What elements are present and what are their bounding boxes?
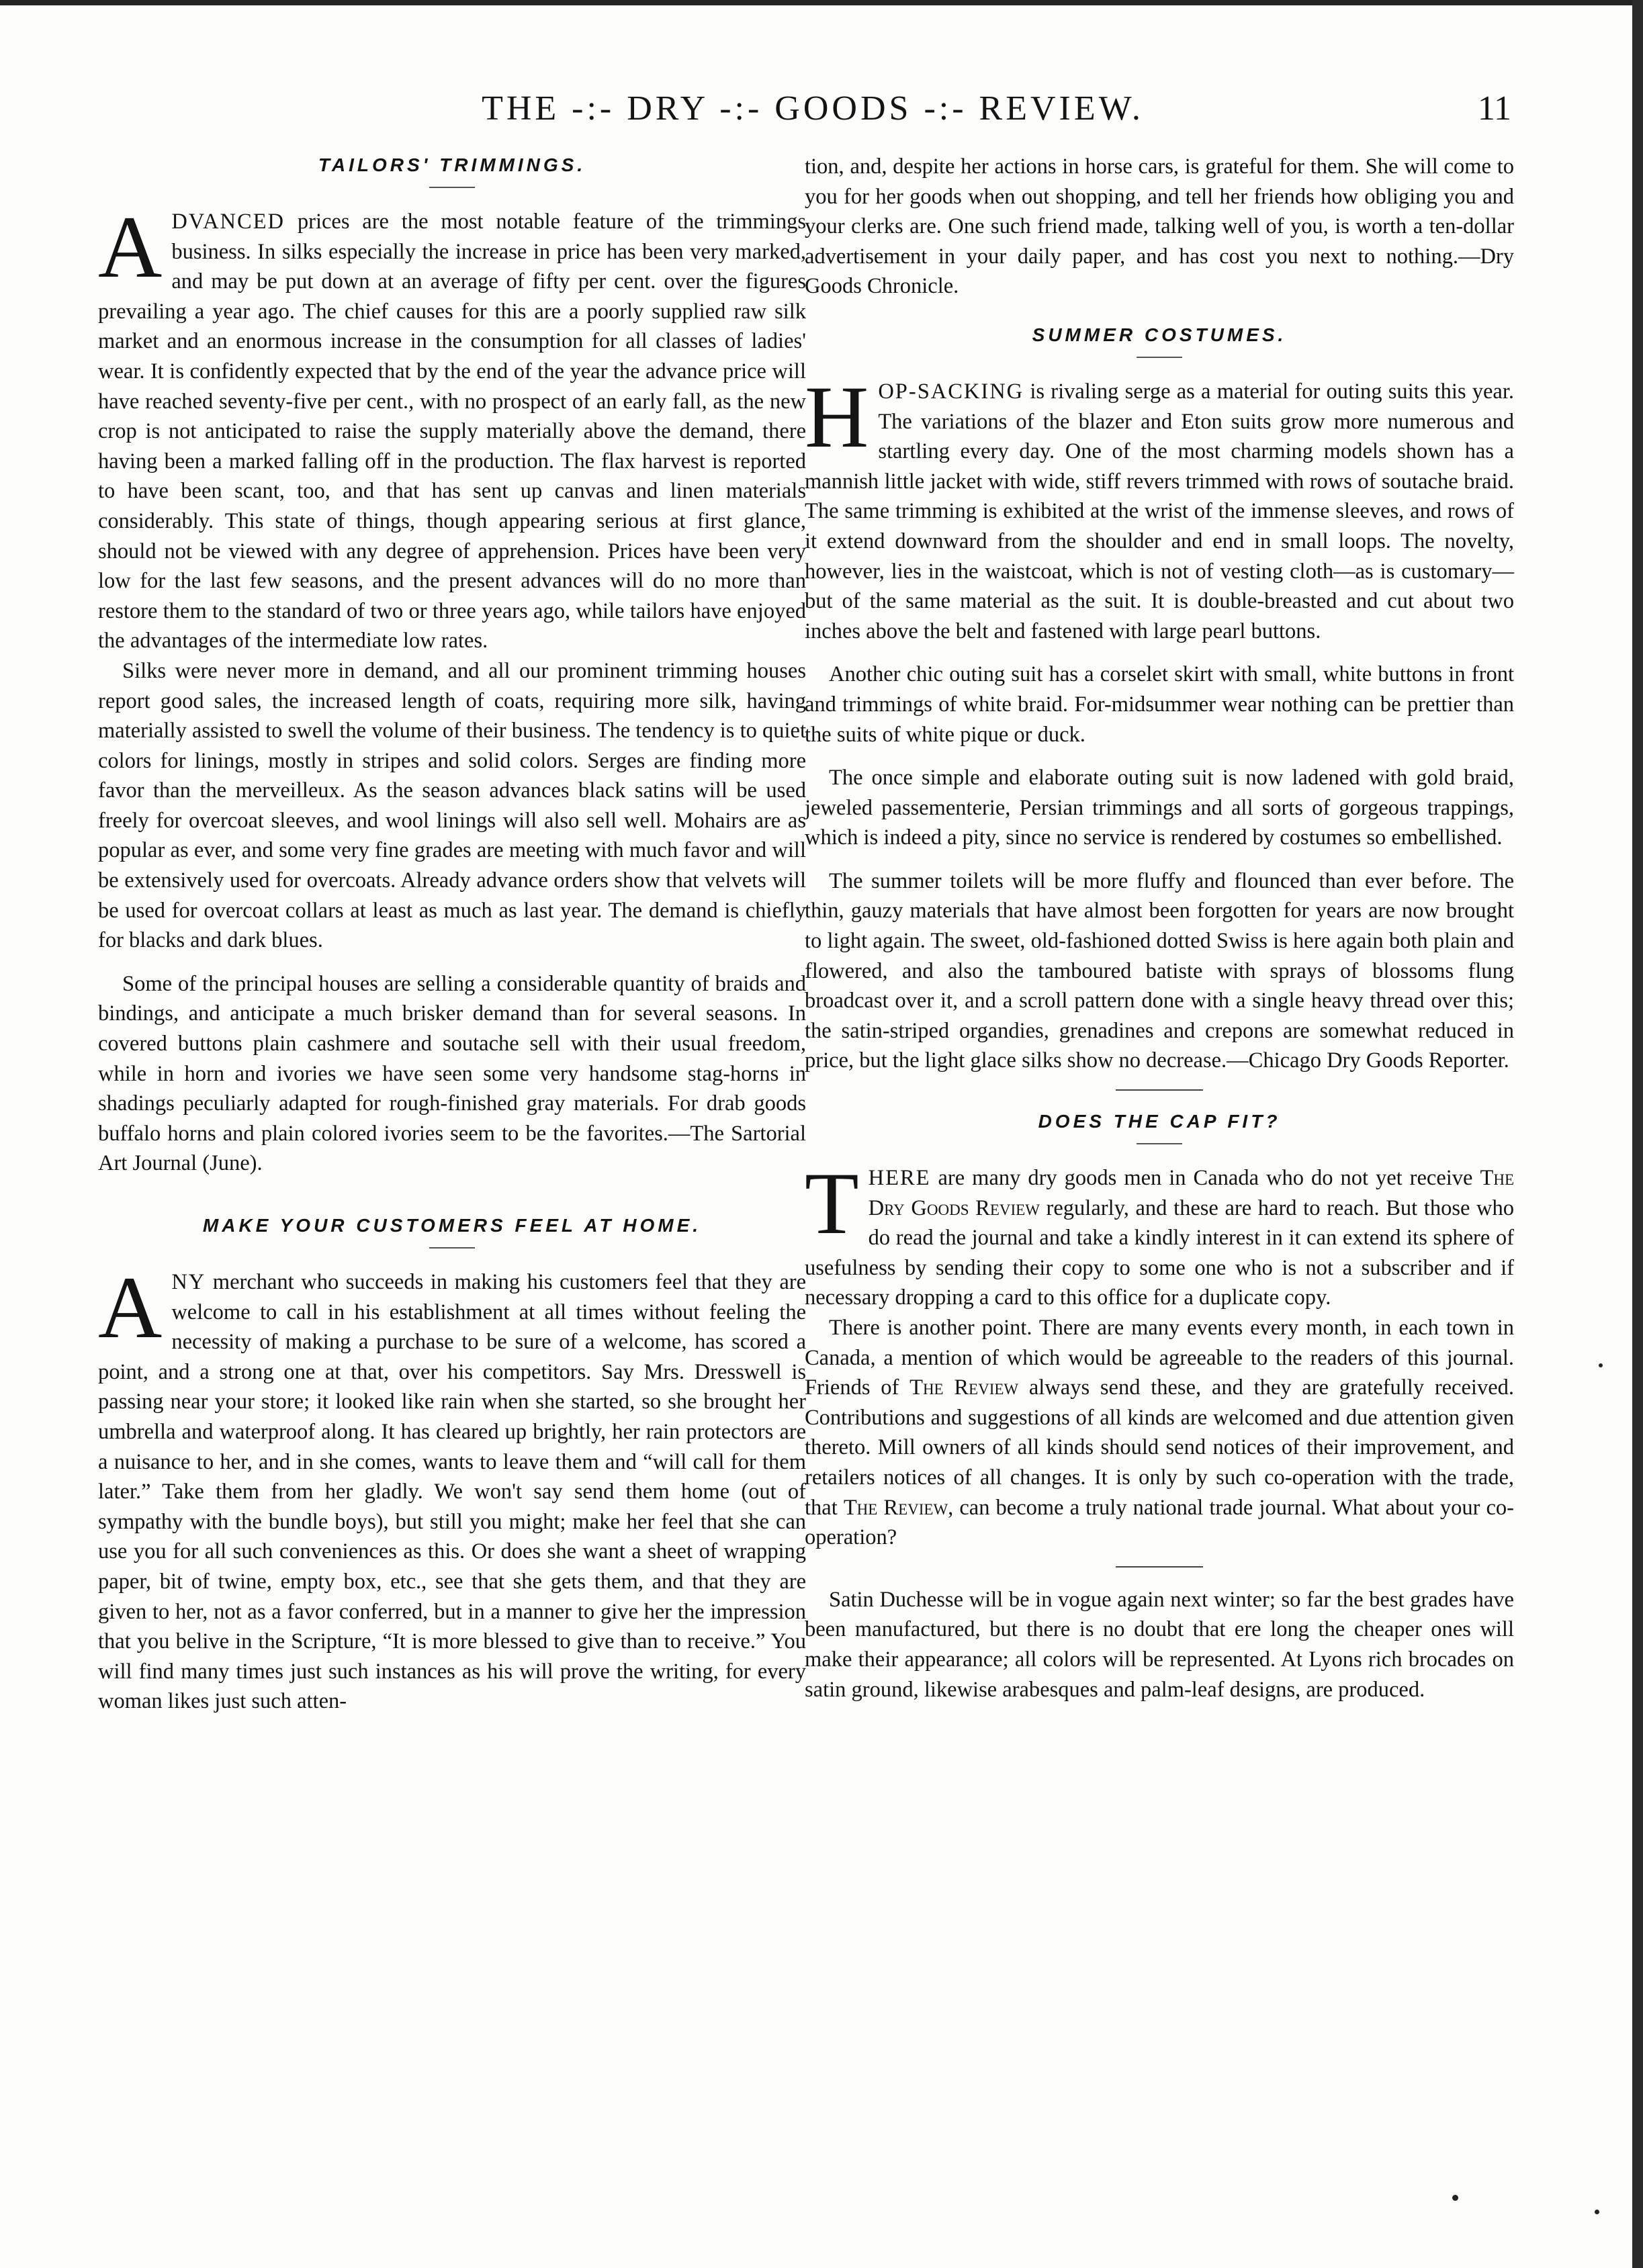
paragraph-text: There is another point. There are many events every month, in each town in Canada, a mention of which would be agreeable to the readers of this journal. Friends of bbox=[805, 1316, 1514, 1400]
article-paragraph bbox=[98, 1258, 806, 1717]
lead-word: HERE bbox=[868, 1166, 931, 1191]
article-paragraph bbox=[98, 197, 806, 656]
paragraph-text: prices are the most notable feature of the trimmings business. In silks especially the increase in price has been very marked, and may be put down at an average of fifty per cent. over the figures prevailing a year ago. The chief causes for this are a poorly supplied raw silk market and an enormous increase in the consumption for all classes of ladies' wear. It is confidently expected that by the end of the year the advance price will have reached seventy-five per cent., with no prospect of an early fall, as the new crop is not anticipated to raise the supply materially above the demand, there having been a marked falling off in the production. The flax harvest is reported to have been scant, too, and that has sent up canvas and linen materials considerably. This state of things, though appearing serious at first glance, should not be viewed with any degree of apprehension. Prices have been very low for the last few seasons, and the present advances will do no more than restore them to the standard of two or three years ago, while tailors have enjoyed the advantages of the intermediate low rates. bbox=[98, 210, 806, 653]
article-title: DOES THE CAP FIT? bbox=[1038, 1111, 1281, 1132]
paragraph-text: is rivaling serge as a material for outing suits this year. The variations of the blazer and Eton suits grow more numerous and startling every day. One of the most charming models shown has a mannish little jacket with wide, stiff revers trimmed with rows of soutache braid. The same trimming is exhibited at the wrist of the immense sleeves, and rows of it extend downward from the shoulder and end in small loops. The novelty, however, lies in the waistcoat, which is not of vesting cloth—as is customary—but of the same material as the suit. It is double-breasted and cut about two inches above the belt and fastened with large pearl buttons. bbox=[805, 379, 1514, 643]
drop-cap: T bbox=[805, 1154, 859, 1253]
print-speck bbox=[1599, 1363, 1603, 1367]
title-rule bbox=[429, 1247, 475, 1249]
title-rule bbox=[1137, 357, 1182, 358]
journal-name: The Review bbox=[909, 1375, 1019, 1400]
article-paragraph bbox=[805, 1154, 1515, 1313]
drop-cap: H bbox=[805, 367, 869, 466]
article-paragraph bbox=[805, 367, 1514, 646]
page-number: 11 bbox=[1477, 89, 1511, 128]
continued-paragraph: tion, and, despite her actions in horse cars, is grateful for them. She will come to you for her goods when out shopping, and tell her friends how obliging you and your clerks are. One such friend made, talking well of you, is worth a ten-dollar advertisement in your daily paper, and has cost you next to nothing.—Dry Goods Chronicle. bbox=[805, 154, 1514, 299]
publication-title: THE -:- DRY -:- GOODS -:- REVIEW. bbox=[482, 89, 1144, 128]
left-column bbox=[98, 152, 806, 1717]
satin-duchesse-note: Satin Duchesse will be in vogue again next winter; so far the best grades have been manufactured, but there is no doubt that ere long the cheaper ones will make their appearance; all colors will be represented. At Lyons rich brocades on satin ground, likewise arabesques and palm-leaf designs, are produced. bbox=[805, 1587, 1514, 1702]
section-divider bbox=[1116, 1089, 1203, 1091]
article-paragraph: Some of the principal houses are selling a considerable quantity of braids and bindings, and anticipate a much brisker demand than for several seasons. In covered buttons plain cashmere and soutache sell with their usual freedom, while in horn and ivories we have seen some very handsome stag-horns in shadings peculiarly adapted for rough-finished gray materials. For drab goods buffalo horns and plain colored ivories seem to be the favorites.—The Sartorial Art Journal (June). bbox=[98, 971, 806, 1176]
article-paragraph: Another chic outing suit has a corselet skirt with small, white buttons in front and trimmings of white braid. For-midsummer wear nothing can be prettier than the suits of white pique or duck. bbox=[805, 662, 1514, 747]
article-paragraph: The summer toilets will be more fluffy and flounced than ever before. The thin, gauzy materials that have almost been forgotten for years are now brought to light again. The sweet, old-fashioned dotted Swiss is here again both plain and flowered, and also the tamboured batiste with sprays of blossoms flung broadcast over it, and a scroll pattern done with a single heavy thread over this; the satin-striped organdies, grenadines and crepons are somewhat reduced in price, but the light glace silks show no decrease.—Chicago Dry Goods Reporter. bbox=[805, 868, 1514, 1073]
section-divider bbox=[1116, 1566, 1203, 1568]
article-does-the-cap-fit bbox=[805, 1108, 1514, 1553]
paragraph-text: , can become a truly national trade journal. What about your co-operation? bbox=[805, 1495, 1514, 1550]
paragraph-text: are many dry goods men in Canada who do not yet receive bbox=[930, 1166, 1480, 1191]
journal-name: The Review bbox=[843, 1495, 948, 1520]
print-speck bbox=[1595, 2210, 1599, 2214]
title-rule bbox=[429, 187, 475, 188]
article-paragraph bbox=[805, 1313, 1514, 1553]
article-make-customers-feel-at-home bbox=[98, 1212, 806, 1717]
article-title: SUMMER COSTUMES. bbox=[1032, 324, 1287, 345]
lead-word: OP-SACKING bbox=[878, 379, 1024, 404]
running-head bbox=[94, 89, 1531, 142]
journal-name: The Dry Goods Review bbox=[868, 1166, 1514, 1220]
article-title: TAILORS' TRIMMINGS. bbox=[318, 154, 586, 175]
lead-word: DVANCED bbox=[171, 210, 285, 234]
drop-cap: A bbox=[98, 197, 163, 296]
article-tailors-trimmings bbox=[98, 152, 806, 1179]
article-paragraph: The once simple and elaborate outing suit is now ladened with gold braid, jeweled passementerie, Persian trimmings and all sorts of gorgeous trappings, which is indeed a pity, since no service is rendered by costumes so embellished. bbox=[805, 766, 1514, 850]
paragraph-text: merchant who succeeds in making his customers feel that they are welcome to call in his establishment at all times without feeling the necessity of making a purchase to be sure of a welcome, has scored a point, and a strong one at that, over his competitors. Say Mrs. Dresswell is passing near your store; it looked like rain when she started, so she brought her umbrella and waterproof along. It has cleared up brightly, her rain protectors are a nuisance to her, and in she comes, wants to leave them and “will call for them later.” Take them from her gladly. We won't say send them home (out of sympathy with the bundle boys), but still you might; make her feel that she can use you for all such conveniences as this. Or does she want a sheet of wrapping paper, bit of twine, empty box, etc., see that she gets them, and that they are given to her, not as a favor conferred, but in a manner to give her the impression that you belive in the Scripture, “It is more blessed to give than to receive.” You will find many times just such instances as his will prove the writing, for every woman likes just such atten- bbox=[98, 1270, 806, 1714]
paragraph-text: always send these, and they are gratefully received. Contributions and suggestions of all kinds are welcomed and due attention given thereto. Mill owners of all kinds should send notices of their improvement, and retailers notices of all changes. It is only by such co-operation with the trade, that bbox=[805, 1375, 1514, 1520]
print-speck bbox=[1452, 2195, 1458, 2201]
article-summer-costumes bbox=[805, 322, 1514, 1076]
lead-word: NY bbox=[171, 1270, 206, 1294]
right-column bbox=[805, 152, 1514, 1705]
title-rule bbox=[1137, 1143, 1182, 1144]
paragraph-text: regularly, and these are hard to reach. But those who do read the journal and take a kindly interest in it can extend its sphere of usefulness by sending their copy to some one who is not a subscriber and if necessary dropping a card to this office for a duplicate copy. bbox=[805, 1195, 1515, 1310]
drop-cap: A bbox=[98, 1258, 163, 1357]
article-paragraph: Silks were never more in demand, and all our prominent trimming houses report good sales, the increased length of coats, requiring more silk, having materially assisted to swell the volume of their business. The tendency is to quiet colors for linings, mostly in stripes and solid colors. Serges are finding more favor than the merveilleux. As the season advances black satins will be used freely for overcoat sleeves, and wool linings will also sell well. Mohairs are as popular as ever, and some very fine grades are meeting with much favor and will be extensively used for overcoats. Already advance orders show that velvets will be used for overcoat collars at least as much as last year. The demand is chiefly for blacks and dark blues. bbox=[98, 658, 806, 953]
article-title: MAKE YOUR CUSTOMERS FEEL AT HOME. bbox=[202, 1215, 702, 1236]
